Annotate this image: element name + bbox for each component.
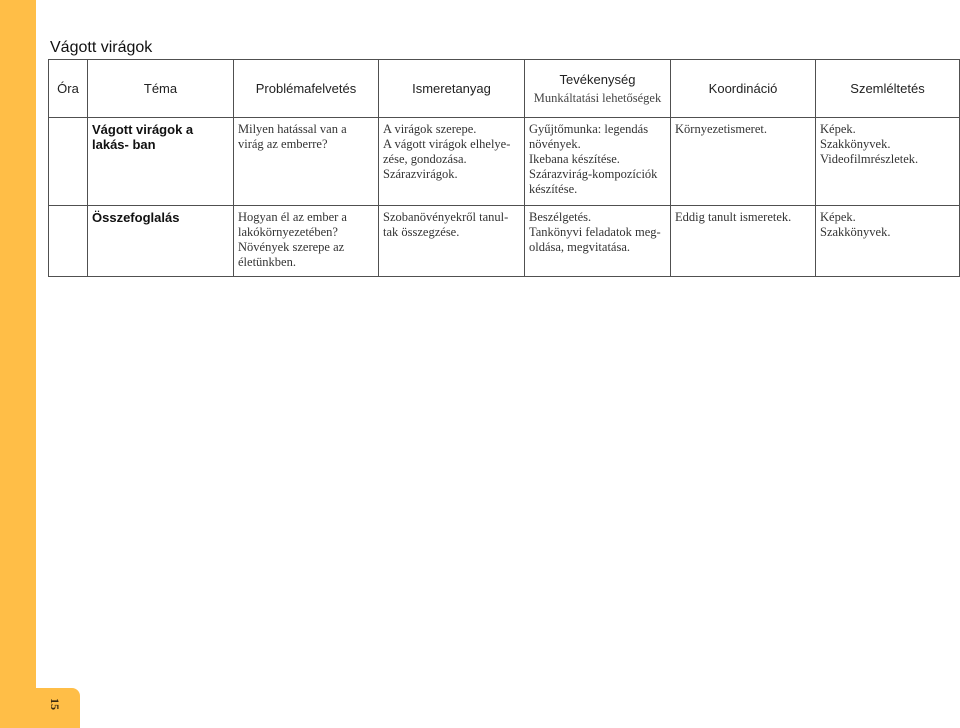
cell-koordinacio: Környezetismeret. [671, 118, 816, 206]
cell-ismeretanyag: Szobanövényekről tanul- tak összegzése. [379, 206, 525, 277]
header-tevekenyseg-main: Tevékenység [559, 71, 636, 87]
cell-problema: Milyen hatással van a virág az emberre? [234, 118, 379, 206]
cell-tevekenyseg: Gyűjtőmunka: legendás növények. Ikebana készítése. Szárazvirág-kompozíciók készítése. [525, 118, 671, 206]
header-tema: Téma [88, 60, 234, 118]
cell-problema: Hogyan él az ember a lakókörnyezetében? Növények szerepe az életünkben. [234, 206, 379, 277]
cell-tema: Összefoglalás [88, 206, 234, 277]
header-problema: Problémafelvetés [234, 60, 379, 118]
cell-szemleltetes: Képek. Szakkönyvek. Videofilmrészletek. [816, 118, 960, 206]
page-number: 15 [48, 698, 62, 710]
header-szemleltetes: Szemléltetés [816, 60, 960, 118]
header-ora: Óra [49, 60, 88, 118]
header-ismeretanyag: Ismeretanyag [379, 60, 525, 118]
table-header-row [49, 60, 960, 118]
table-row [49, 206, 960, 277]
lesson-plan-table [48, 59, 960, 277]
page-title: Vágott virágok [50, 39, 153, 56]
cell-tema: Vágott virágok a lakás- ban [88, 118, 234, 206]
cell-ora [49, 118, 88, 206]
header-tevekenyseg-sub: Munkáltatási lehetőségek [533, 90, 662, 105]
cell-szemleltetes: Képek. Szakkönyvek. [816, 206, 960, 277]
cell-koordinacio: Eddig tanult ismeretek. [671, 206, 816, 277]
header-tevekenyseg [525, 60, 671, 118]
table-row [49, 118, 960, 206]
cell-ora [49, 206, 88, 277]
header-koordinacio: Koordináció [671, 60, 816, 118]
side-color-strip [0, 0, 36, 728]
cell-ismeretanyag: A virágok szerepe. A vágott virágok elhelye- zése, gondozása. Szárazvirágok. [379, 118, 525, 206]
cell-tevekenyseg: Beszélgetés. Tankönyvi feladatok meg- oldása, megvitatása. [525, 206, 671, 277]
